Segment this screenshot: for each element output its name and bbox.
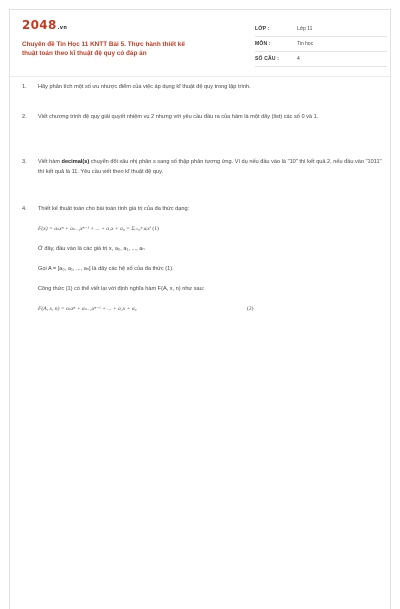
meta-label: MÔN : <box>255 41 271 47</box>
question-number: 2. <box>22 114 27 120</box>
question-2 <box>22 112 386 136</box>
question-number: 1. <box>22 84 27 90</box>
site-logo[interactable] <box>22 18 67 32</box>
meta-value: 4 <box>297 56 300 62</box>
meta-row-subject <box>255 39 387 52</box>
question-number: 3. <box>22 159 27 165</box>
logo-text: 2048 <box>22 18 57 32</box>
meta-label: LỚP : <box>255 26 270 32</box>
meta-value: Tin học <box>297 41 314 47</box>
title-line-1: Chuyên đề Tin Học 11 KNTT Bài 5. Thực hành thiết kế <box>22 41 185 48</box>
question-text-part: chuyển đổi xâu nhị phân s sang số thập phân tương ứng. Ví dụ nếu đầu vào là "10" thì kết quả 2, nếu đầu vào "1011" thì kết quả là 11. Yêu cầu viết theo kĩ thuật đệ quy. <box>38 159 382 175</box>
question-3 <box>22 157 386 181</box>
meta-table <box>255 24 387 69</box>
title-line-2: thuật toán theo kĩ thuật đệ quy có đáp án <box>22 49 147 57</box>
question-4 <box>22 204 386 324</box>
question-1 <box>22 82 386 94</box>
inputs-line: Ở đây, đầu vào là các giá trị x, a₀, a₁, ..., aₙ <box>38 246 145 252</box>
formula-tag: (2) <box>247 306 254 312</box>
document-header <box>22 18 386 68</box>
question-number: 4. <box>22 206 27 212</box>
meta-value: Lớp 11 <box>297 26 313 32</box>
meta-label: SỐ CÂU : <box>255 56 280 62</box>
logo-domain: .vn <box>57 25 68 31</box>
question-text: Viết chương trình đệ quy giải quyết nhiệm vụ 2 nhưng với yêu cầu đầu ra của hàm là một dãy (list) các số 0 và 1. <box>38 114 319 120</box>
formula-tag: (1) <box>152 226 159 232</box>
formula-expression: F(x) = aₙxⁿ + aₙ₋₁xⁿ⁻¹ + ... + a₁x + a₀ = Σᵢ₌₀ⁿ aᵢxⁱ <box>38 226 151 232</box>
coefficients-line: Gọi A = [a₀, a₁, ..., aₙ] là dãy các hệ số của đa thức (1). <box>38 266 174 272</box>
polynomial-formula <box>38 224 384 234</box>
document-title <box>22 41 232 58</box>
question-text <box>38 157 384 177</box>
question-text: Thiết kế thuật toán cho bài toán tính giá trị của đa thức dạng: <box>38 206 190 212</box>
header-divider <box>10 76 390 77</box>
document-page <box>9 9 391 609</box>
function-formula <box>38 304 384 314</box>
meta-row-count <box>255 54 387 67</box>
function-name: decimal(s) <box>61 159 90 165</box>
question-text-part: Viết hàm <box>38 159 62 165</box>
rewrite-line: Công thức (1) có thể viết lại với định nghĩa hàm F(A, x, n) như sau: <box>38 286 205 292</box>
question-text: Hãy phân tích một số ưu nhược điểm của việc áp dụng kĩ thuật đệ quy trong lập trình. <box>38 84 251 90</box>
formula-expression: F(A, x, n) = aₙxⁿ + aₙ₋₁xⁿ⁻¹ + ... + a₁x + a₀ <box>38 306 137 312</box>
meta-row-class <box>255 24 387 37</box>
